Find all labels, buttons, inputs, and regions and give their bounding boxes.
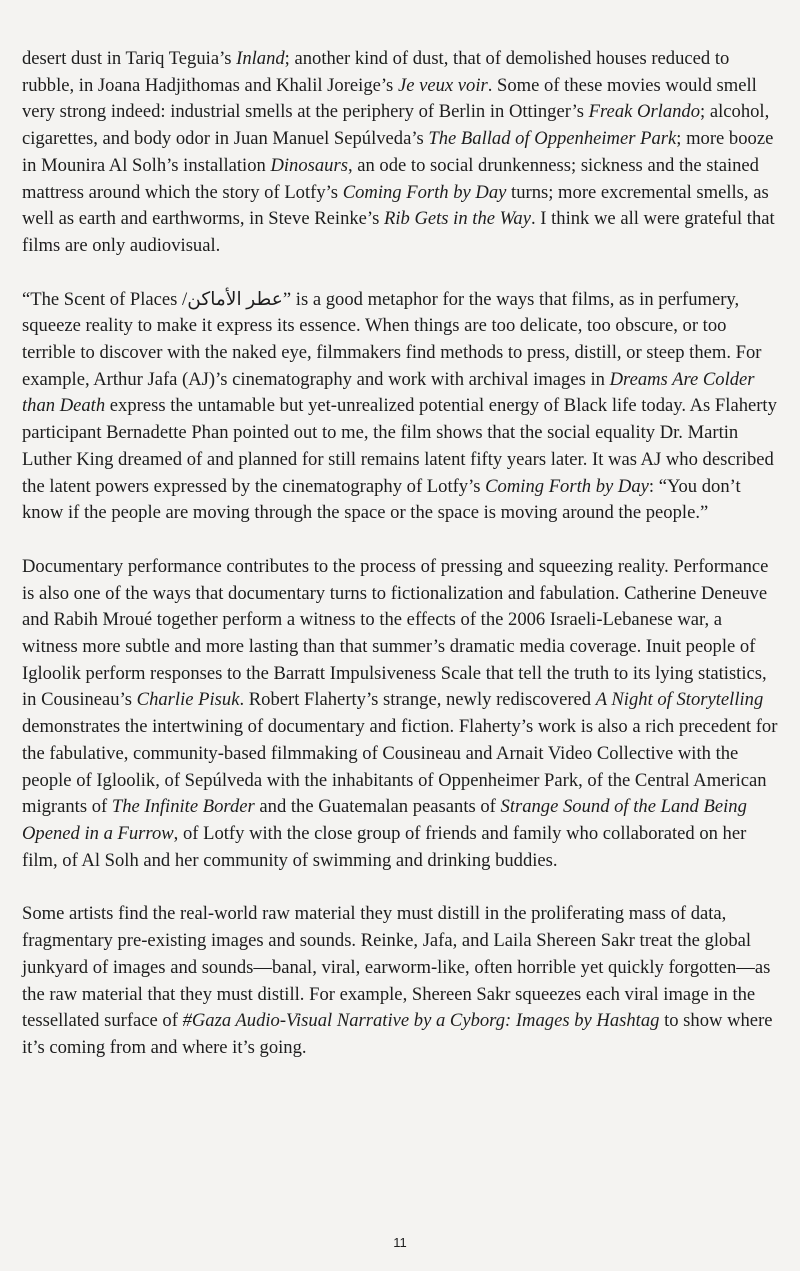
text-run: and the Guatemalan peasants of: [254, 796, 501, 818]
film-title: A Night of Storytelling: [595, 689, 764, 711]
film-title: Dinosaurs: [270, 154, 348, 176]
text-run: . Robert Flaherty’s strange, newly rediscovered: [239, 689, 596, 711]
film-title: The Ballad of Oppenheimer Park: [428, 128, 677, 150]
page-number: 11: [393, 1235, 407, 1250]
film-title: Freak Orlando: [588, 101, 701, 123]
paragraph: [22, 554, 782, 874]
film-title: Je veux voir: [397, 74, 488, 96]
text-run: demonstrates the intertwining of documentary and fiction. Flaherty’s work is also a rich precedent for the fabulative, community-based filmmaking of Cousineau and Arnait Video Collective with the people of Igloolik, of Sepúlveda with the inhabitants of Oppenheimer Park, of the Central American migrants of: [22, 716, 778, 818]
film-title: Charlie Pisuk: [136, 689, 240, 711]
text-run: Documentary performance contributes to the process of pressing and squeezing reality. Performance is also one of the ways that documentary turns to fictionalization and fabulation. Catherine Deneuve and Rabih Mroué together perform a witness to the effects of the 2006 Israeli-Lebanese war, a witness more subtle and more lasting than that summer’s dramatic media coverage. Inuit people of Igloolik perform responses to the Barratt Impulsiveness Scale that tell the truth to its lying statistics, in Cousineau’s: [22, 555, 769, 711]
paragraph: [22, 901, 782, 1061]
text-run: ; another kind of dust, that of demolished houses reduced to rubble, in Joana Hadjithomas and Khalil Joreige’s: [22, 48, 730, 96]
artwork-title: #Gaza Audio-Visual Narrative by a Cyborg: Images by Hashtag: [182, 1010, 660, 1032]
text-run: “The Scent of Places /عطر الأماكن” is a good metaphor for the ways that films, as in perfumery, squeeze reality to make it express its essence. When things are too delicate, too obscure, or too terrible to discover with the naked eye, filmmakers find methods to press, distill, or steep them. For example, Arthur Jafa (AJ)’s cinematography and work with archival images in: [22, 288, 762, 390]
text-run: to show where it’s coming from and where it’s going.: [22, 1010, 773, 1058]
text-run: ; alcohol, cigarettes, and body odor in Juan Manuel Sepúlveda’s: [22, 101, 770, 150]
film-title: Coming Forth by Day: [342, 181, 507, 203]
text-run: desert dust in Tariq Teguia’s: [22, 48, 237, 69]
body-text: [22, 46, 782, 1089]
text-run: , of Lotfy with the close group of friends and family who collaborated on her film, of Al Solh and her community of swimming and drinking buddies.: [22, 822, 747, 871]
text-run: Some artists find the real-world raw material they must distill in the proliferating mass of data, fragmentary pre-existing images and sounds. Reinke, Jafa, and Laila Shereen Sakr treat the global junkyard of images and sounds—banal, viral, earworm-like, often horrible yet quickly forgotten—as the raw material that they must distill. For example, Shereen Sakr squeezes each viral image in the tessellated surface of: [22, 903, 771, 1032]
film-title: Coming Forth by Day: [485, 475, 649, 497]
text-run: express the untamable but yet-unrealized potential energy of Black life today. As Flaherty participant Bernadette Phan pointed out to me, the film shows that the social equality Dr. Martin Luther King dreamed of and planned for still remains latent fifty years later. It was AJ who described the latent powers expressed by the cinematography of Lotfy’s: [22, 395, 777, 497]
film-title: Inland: [236, 48, 285, 69]
text-run: turns; more excremental smells, as well as earth and earthworms, in Steve Reinke’s: [22, 181, 769, 230]
film-title: The Infinite Border: [111, 796, 255, 818]
film-title: Dreams Are Colder than Death: [22, 368, 755, 417]
text-run: . I think we all were grateful that films are only audiovisual.: [22, 208, 775, 256]
text-run: : “You don’t know if the people are moving through the space or the space is moving around the people.”: [22, 475, 741, 524]
text-run: , an ode to social drunkenness; sickness and the stained mattress around which the story of Lotfy’s: [22, 154, 759, 203]
paragraph: [22, 287, 782, 527]
text-run: ; more booze in Mounira Al Solh’s installation: [22, 128, 774, 176]
paragraph: [22, 46, 782, 260]
film-title: Rib Gets in the Way: [383, 208, 531, 230]
text-run: . Some of these movies would smell very strong indeed: industrial smells at the periphery of Berlin in Ottinger’s: [22, 74, 757, 123]
film-title: Strange Sound of the Land Being Opened in a Furrow: [22, 796, 747, 844]
